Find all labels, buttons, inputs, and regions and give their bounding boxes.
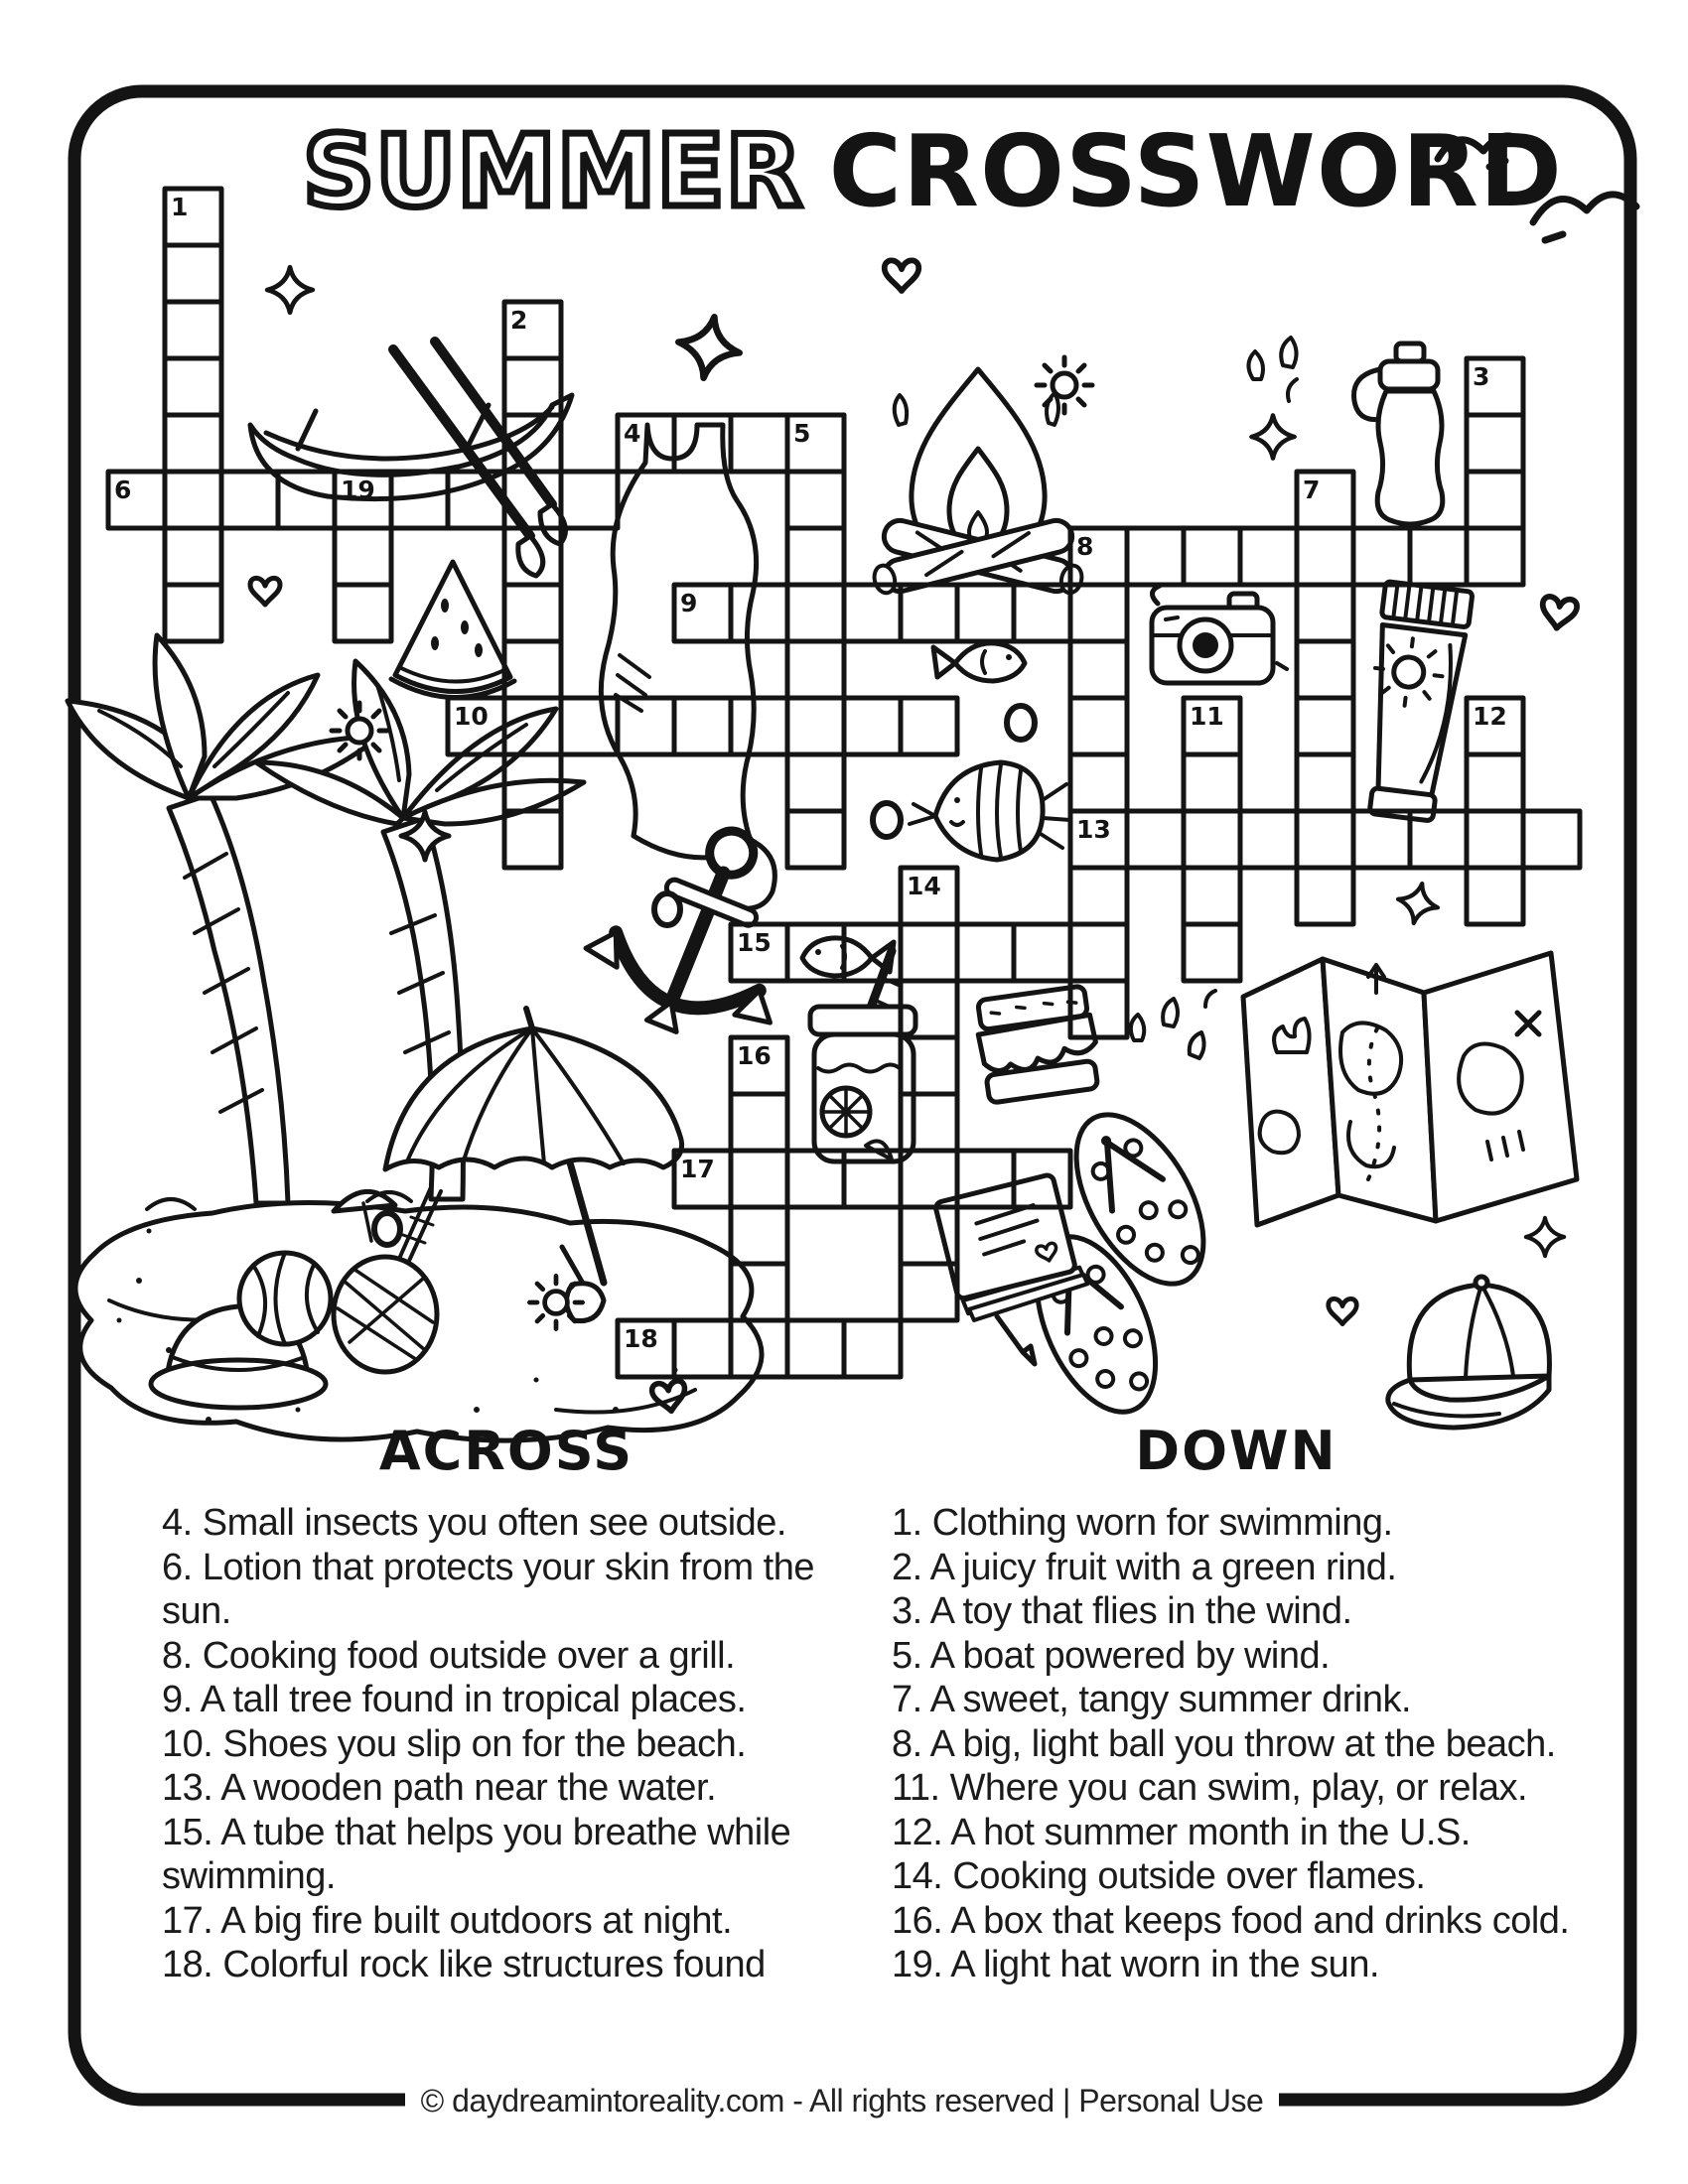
grid-cell[interactable] bbox=[787, 472, 844, 528]
grid-cell[interactable] bbox=[1467, 754, 1523, 811]
grid-cell[interactable] bbox=[1297, 754, 1353, 811]
grid-cell[interactable] bbox=[1070, 924, 1127, 981]
clue-line: swimming. bbox=[162, 1855, 336, 1897]
grid-cell[interactable] bbox=[901, 1264, 957, 1320]
grid-cell[interactable] bbox=[1410, 528, 1467, 585]
grid-cell[interactable] bbox=[1297, 585, 1353, 641]
cell-number: 11 bbox=[1190, 702, 1224, 731]
cell-number: 2 bbox=[510, 306, 528, 335]
grid-cell[interactable] bbox=[787, 641, 844, 698]
striped-fish-icon bbox=[910, 762, 1070, 860]
grid-cell[interactable] bbox=[165, 472, 221, 528]
grid-cell[interactable] bbox=[1467, 811, 1523, 868]
clue-line: 16. A box that keeps food and drinks cold. bbox=[892, 1899, 1570, 1942]
clue-line: 6. Lotion that protects your skin from the bbox=[162, 1546, 815, 1588]
clue-line: 8. A big, light ball you throw at the beach. bbox=[892, 1722, 1556, 1765]
grid-cell[interactable] bbox=[1070, 924, 1127, 981]
grid-cell[interactable] bbox=[1467, 868, 1523, 924]
grid-cell[interactable] bbox=[787, 585, 844, 641]
watermelon-icon bbox=[391, 562, 514, 698]
sunscreen-icon bbox=[1357, 582, 1473, 823]
clue-line: 15. A tube that helps you breathe while bbox=[162, 1811, 791, 1853]
water-bottle-icon bbox=[1354, 343, 1443, 524]
grid-cell[interactable] bbox=[844, 585, 901, 641]
campfire-icon bbox=[871, 369, 1084, 597]
clue-line: 11. Where you can swim, play, or relax. bbox=[892, 1767, 1528, 1809]
grid-cell[interactable] bbox=[731, 1151, 787, 1207]
clue-line: 17. A big fire built outdoors at night. bbox=[162, 1899, 733, 1942]
cell-number: 4 bbox=[624, 419, 641, 448]
smore-icon bbox=[973, 985, 1101, 1103]
cell-number: 3 bbox=[1473, 362, 1490, 391]
canoe-icon bbox=[250, 341, 572, 576]
cell-number: 6 bbox=[114, 476, 132, 504]
grid-cell[interactable] bbox=[901, 585, 957, 641]
grid-cell[interactable] bbox=[844, 698, 901, 754]
clue-line: 5. A boat powered by wind. bbox=[892, 1634, 1331, 1677]
clue-line: 10. Shoes you slip on for the beach. bbox=[162, 1722, 747, 1765]
cell-number: 12 bbox=[1473, 702, 1507, 731]
clue-line: 7. A sweet, tangy summer drink. bbox=[892, 1679, 1412, 1720]
grid-cell[interactable] bbox=[957, 585, 1014, 641]
cell-number: 10 bbox=[454, 702, 489, 731]
grid-cell[interactable] bbox=[731, 415, 787, 472]
grid-cell[interactable] bbox=[165, 585, 221, 641]
grid-cell[interactable] bbox=[1070, 585, 1127, 641]
grid-cell[interactable] bbox=[1467, 528, 1523, 585]
grid-cell[interactable] bbox=[1127, 811, 1184, 868]
grid-cell[interactable] bbox=[731, 1207, 787, 1264]
grid-cell[interactable] bbox=[335, 528, 391, 585]
grid-cell[interactable] bbox=[165, 358, 221, 415]
grid-cell[interactable] bbox=[165, 415, 221, 472]
grid-cell[interactable] bbox=[1014, 585, 1070, 641]
grid-cell[interactable] bbox=[1127, 528, 1184, 585]
grid-cell[interactable] bbox=[1523, 811, 1580, 868]
grid-cell[interactable] bbox=[504, 811, 561, 868]
grid-cell[interactable] bbox=[165, 302, 221, 358]
grid-cell[interactable] bbox=[1240, 528, 1297, 585]
grid-cell[interactable] bbox=[1184, 754, 1240, 811]
grid-cell[interactable] bbox=[1184, 811, 1240, 868]
cell-number: 7 bbox=[1303, 476, 1321, 504]
clue-line: 3. A toy that flies in the wind. bbox=[892, 1590, 1352, 1632]
pencil-icon bbox=[997, 1316, 1035, 1364]
grid-cell[interactable] bbox=[787, 698, 844, 754]
grid-cell[interactable] bbox=[1297, 641, 1353, 698]
clue-line: 2. A juicy fruit with a green rind. bbox=[892, 1546, 1397, 1588]
across-header: ACROSS bbox=[378, 1420, 634, 1482]
cell-number: 15 bbox=[737, 928, 772, 957]
clue-line: 9. A tall tree found in tropical places. bbox=[162, 1679, 747, 1720]
across-clues bbox=[162, 1501, 857, 1987]
clue-line: 8. Cooking food outside over a grill. bbox=[162, 1634, 736, 1677]
clue-line: 12. A hot summer month in the U.S. bbox=[892, 1811, 1471, 1853]
grid-cell[interactable] bbox=[1014, 924, 1070, 981]
grid-cell[interactable] bbox=[1297, 528, 1353, 585]
grid-cell[interactable] bbox=[1070, 868, 1127, 924]
grid-cell[interactable] bbox=[957, 924, 1014, 981]
grid-cell[interactable] bbox=[1184, 811, 1240, 868]
grid-cell[interactable] bbox=[165, 528, 221, 585]
grid-cell[interactable] bbox=[165, 472, 221, 528]
grid-cell[interactable] bbox=[901, 924, 957, 981]
clue-line: 14. Cooking outside over flames. bbox=[892, 1855, 1426, 1897]
grid-cell[interactable] bbox=[1240, 811, 1297, 868]
grid-cell[interactable] bbox=[1297, 868, 1353, 924]
cell-number: 5 bbox=[793, 419, 811, 448]
cell-number: 9 bbox=[680, 589, 698, 617]
footer-credit: © daydreamintoreality.com - All rights reserved | Personal Use bbox=[420, 2083, 1264, 2118]
grid-cell[interactable] bbox=[787, 528, 844, 585]
grid-cell[interactable] bbox=[1184, 528, 1240, 585]
treasure-map-icon bbox=[1243, 953, 1577, 1225]
title-word-crossword: CROSSWORD bbox=[828, 113, 1563, 229]
grid-cell[interactable] bbox=[1184, 924, 1240, 981]
down-clues bbox=[892, 1501, 1626, 1987]
grid-cell[interactable] bbox=[787, 754, 844, 811]
water-splash-icon bbox=[1131, 991, 1215, 1058]
grid-cell[interactable] bbox=[1297, 698, 1353, 754]
down-header: DOWN bbox=[1135, 1420, 1337, 1482]
grid-cell[interactable] bbox=[731, 1094, 787, 1151]
droplets-icon bbox=[1248, 338, 1297, 401]
grid-cell[interactable] bbox=[1184, 868, 1240, 924]
grid-cell[interactable] bbox=[1297, 811, 1353, 868]
camera-icon bbox=[1152, 586, 1287, 683]
clue-line: 4. Small insects you often see outside. bbox=[162, 1502, 786, 1544]
cell-number: 18 bbox=[624, 1324, 658, 1353]
clue-line: sun. bbox=[162, 1590, 231, 1632]
grid-cell[interactable] bbox=[1070, 585, 1127, 641]
grid-cell[interactable] bbox=[787, 585, 844, 641]
grid-cell[interactable] bbox=[561, 472, 618, 528]
cell-number: 13 bbox=[1076, 815, 1111, 844]
grid-cell[interactable] bbox=[901, 924, 957, 981]
page-title bbox=[303, 113, 1563, 229]
grid-cell[interactable] bbox=[1070, 641, 1127, 698]
grid-cell[interactable] bbox=[1297, 811, 1353, 868]
grid-cell[interactable] bbox=[787, 1320, 844, 1377]
grid-cell[interactable] bbox=[1070, 754, 1127, 811]
cell-number: 17 bbox=[680, 1155, 715, 1183]
grid-cell[interactable] bbox=[1353, 528, 1410, 585]
decorative-illustrations bbox=[68, 136, 1636, 1440]
grid-cell[interactable] bbox=[1070, 698, 1127, 754]
grid-cell[interactable] bbox=[221, 472, 278, 528]
small-fish-icon bbox=[933, 643, 1025, 681]
grid-cell[interactable] bbox=[1467, 415, 1523, 472]
grid-cell[interactable] bbox=[1467, 528, 1523, 585]
cell-number: 8 bbox=[1076, 532, 1094, 561]
grid-cell[interactable] bbox=[731, 1151, 787, 1207]
grid-cell[interactable] bbox=[787, 811, 844, 868]
clue-line: 18. Colorful rock like structures found bbox=[162, 1944, 766, 1985]
grid-cell[interactable] bbox=[901, 698, 957, 754]
grid-cell[interactable] bbox=[787, 698, 844, 754]
title-word-summer: SUMMER bbox=[303, 113, 803, 229]
clue-line: 19. A light hat worn in the sun. bbox=[892, 1944, 1380, 1985]
cell-number: 19 bbox=[341, 476, 375, 504]
clue-line: 1. Clothing worn for swimming. bbox=[892, 1502, 1393, 1544]
baseball-cap-icon bbox=[1388, 1277, 1550, 1428]
clue-line: 13. A wooden path near the water. bbox=[162, 1767, 717, 1809]
cell-number: 1 bbox=[171, 193, 189, 221]
grid-cell[interactable] bbox=[165, 245, 221, 302]
grid-cell[interactable] bbox=[504, 641, 561, 698]
grid-cell[interactable] bbox=[1467, 811, 1523, 868]
grid-cell[interactable] bbox=[844, 1320, 901, 1377]
grid-cell[interactable] bbox=[335, 585, 391, 641]
cell-number: 16 bbox=[737, 1041, 772, 1070]
grid-cell[interactable] bbox=[504, 585, 561, 641]
grid-cell[interactable] bbox=[1297, 528, 1353, 585]
grid-cell[interactable] bbox=[1467, 472, 1523, 528]
cell-number: 14 bbox=[907, 872, 941, 900]
